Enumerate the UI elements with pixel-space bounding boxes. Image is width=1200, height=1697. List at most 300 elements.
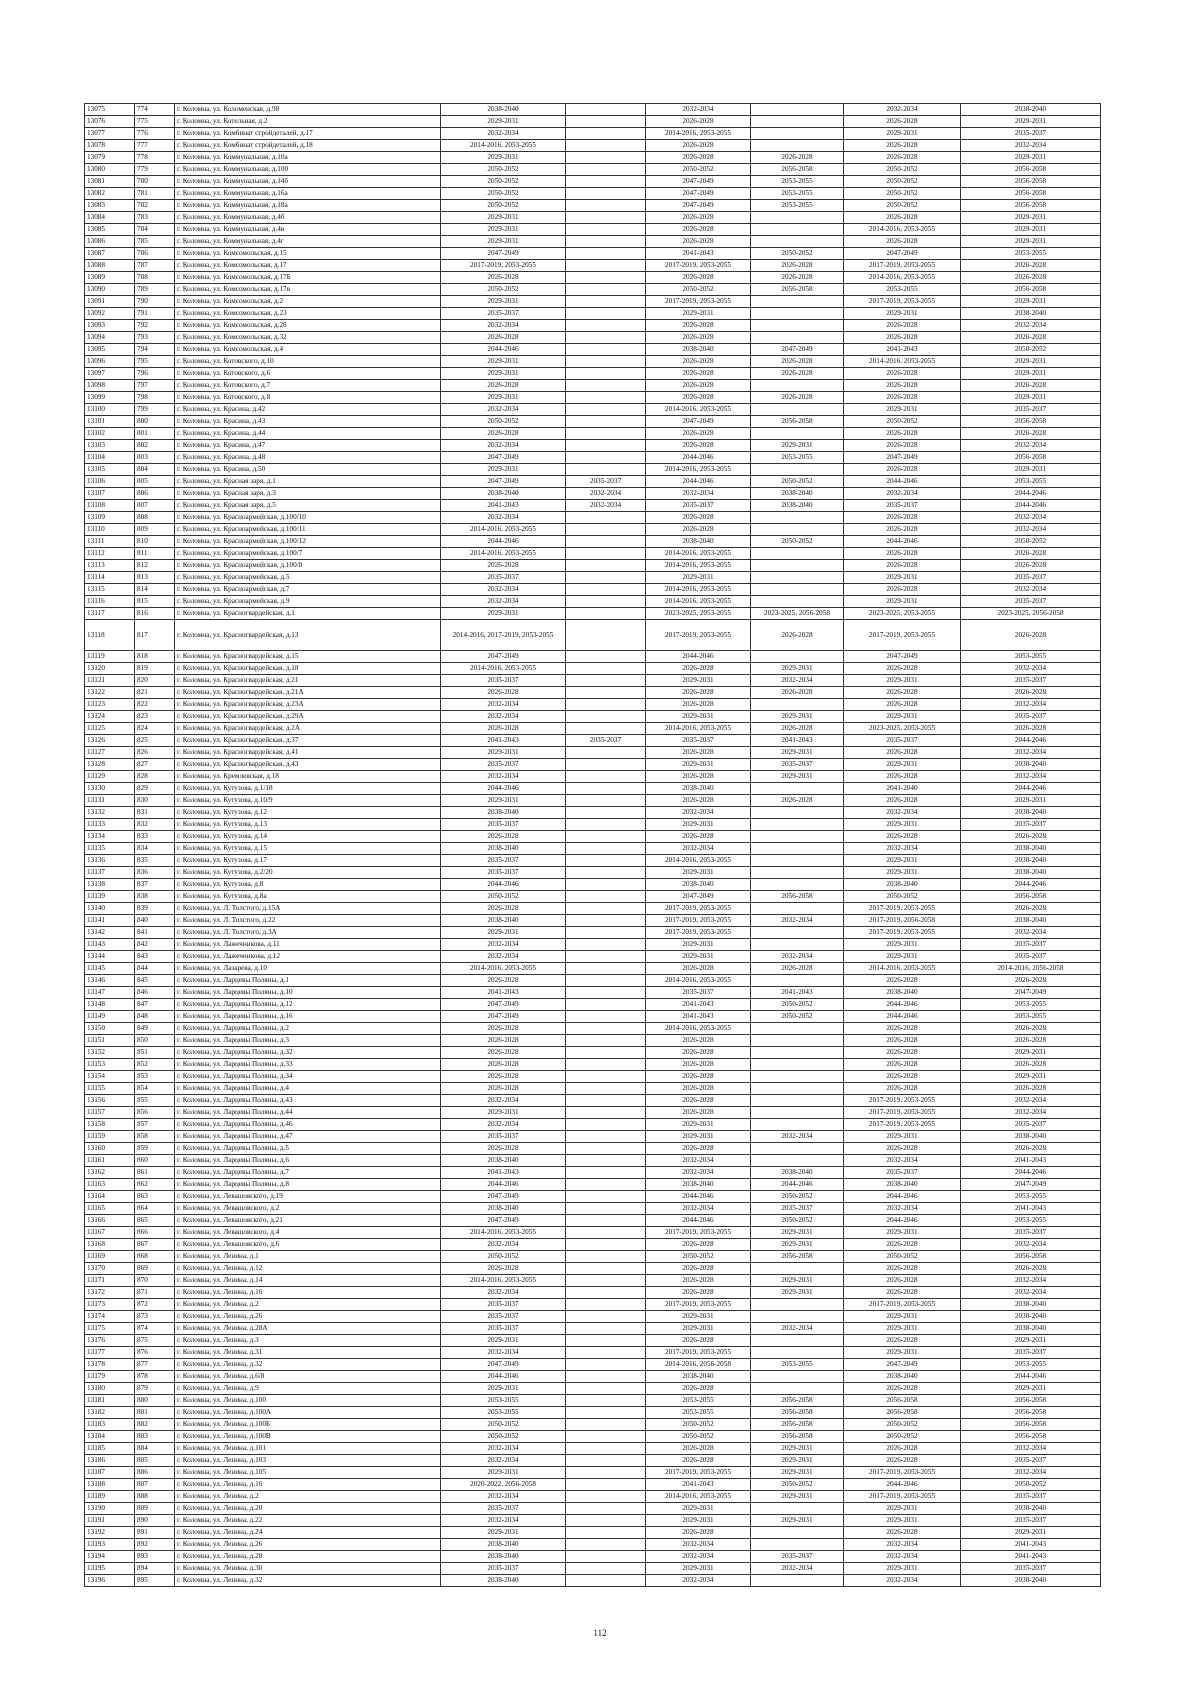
period-cell-1: 2035-2037	[441, 1299, 566, 1311]
item-number-cell: 845	[135, 975, 175, 987]
period-cell-6: 2056-2058	[961, 1431, 1101, 1443]
period-cell-1: 2035-2037	[441, 819, 566, 831]
period-cell-5: 2032-2034	[844, 843, 961, 855]
period-cell-1: 2029-2031	[441, 116, 566, 128]
period-cell-6: 2035-2037	[961, 128, 1101, 140]
period-cell-3: 2014-2016, 2053-2055	[646, 975, 751, 987]
period-cell-4: 2029-2031	[751, 1275, 844, 1287]
period-cell-1: 2026-2028	[441, 975, 566, 987]
period-cell-4	[751, 903, 844, 915]
period-cell-6: 2029-2031	[961, 152, 1101, 164]
period-cell-6: 2032-2034	[961, 1095, 1101, 1107]
item-number-cell: 816	[135, 608, 175, 620]
address-cell: г. Коломна, ул. Красногвардейская, д.13	[175, 620, 441, 651]
record-id-cell: 13187	[85, 1467, 135, 1479]
period-cell-2	[566, 1467, 646, 1479]
period-cell-4: 2038-2040	[751, 500, 844, 512]
period-cell-4	[751, 855, 844, 867]
item-number-cell: 817	[135, 620, 175, 651]
record-id-cell: 13194	[85, 1551, 135, 1563]
record-id-cell: 13179	[85, 1371, 135, 1383]
item-number-cell: 863	[135, 1191, 175, 1203]
item-number-cell: 868	[135, 1251, 175, 1263]
address-cell: г. Коломна, ул. Коммунальная, д.4в	[175, 224, 441, 236]
period-cell-5: 2026-2028	[844, 771, 961, 783]
address-cell: г. Коломна, ул. Красноармейская, д.9	[175, 596, 441, 608]
period-cell-4: 2050-2052	[751, 476, 844, 488]
record-id-cell: 13135	[85, 843, 135, 855]
period-cell-4	[751, 867, 844, 879]
item-number-cell: 831	[135, 807, 175, 819]
period-cell-2	[566, 1407, 646, 1419]
period-cell-6: 2035-2037	[961, 1347, 1101, 1359]
period-cell-1: 2029-2031	[441, 1383, 566, 1395]
period-cell-5: 2026-2028	[844, 1047, 961, 1059]
period-cell-5: 2026-2028	[844, 1527, 961, 1539]
period-cell-1: 2026-2028	[441, 687, 566, 699]
item-number-cell: 846	[135, 987, 175, 999]
period-cell-4	[751, 104, 844, 116]
period-cell-1: 2047-2049	[441, 248, 566, 260]
item-number-cell: 871	[135, 1287, 175, 1299]
period-cell-6: 2053-2055	[961, 1011, 1101, 1023]
record-id-cell: 13132	[85, 807, 135, 819]
address-cell: г. Коломна, ул. Котельная, д.2	[175, 116, 441, 128]
period-cell-6: 2044-2046	[961, 783, 1101, 795]
address-cell: г. Коломна, ул. Ларцевы Поляны, д.1	[175, 975, 441, 987]
record-id-cell: 13091	[85, 296, 135, 308]
period-cell-5: 2026-2028	[844, 440, 961, 452]
period-cell-1: 2044-2046	[441, 1179, 566, 1191]
item-number-cell: 793	[135, 332, 175, 344]
period-cell-5: 2026-2028	[844, 1383, 961, 1395]
period-cell-5: 2026-2028	[844, 1455, 961, 1467]
period-cell-6: 2047-2049	[961, 1179, 1101, 1191]
period-cell-6: 2047-2049	[961, 987, 1101, 999]
address-cell: г. Коломна, ул. Ленина, д.6/8	[175, 1371, 441, 1383]
table-row	[85, 296, 1101, 308]
record-id-cell: 13160	[85, 1143, 135, 1155]
period-cell-3: 2029-2031	[646, 1131, 751, 1143]
address-cell: г. Коломна, ул. Красногвардейская, д.37	[175, 735, 441, 747]
address-cell: г. Коломна, ул. Красногвардейская, д.23А	[175, 699, 441, 711]
address-cell: г. Коломна, ул. Красноармейская, д.100/11	[175, 524, 441, 536]
table-row	[85, 1203, 1101, 1215]
period-cell-2	[566, 1215, 646, 1227]
record-id-cell: 13133	[85, 819, 135, 831]
table-row	[85, 452, 1101, 464]
period-cell-2	[566, 927, 646, 939]
period-cell-6: 2041-2043	[961, 1551, 1101, 1563]
period-cell-2	[566, 1503, 646, 1515]
address-cell: г. Коломна, ул. Ларцевы Поляны, д.32	[175, 1047, 441, 1059]
period-cell-5: 2044-2046	[844, 1011, 961, 1023]
period-cell-2	[566, 951, 646, 963]
period-cell-5: 2017-2019, 2053-2055	[844, 1491, 961, 1503]
period-cell-5: 2032-2034	[844, 104, 961, 116]
address-cell: г. Коломна, ул. Левашовского, д.21	[175, 1215, 441, 1227]
period-cell-3: 2017-2019, 2053-2055	[646, 1227, 751, 1239]
period-cell-4	[751, 428, 844, 440]
table-row	[85, 1563, 1101, 1575]
record-id-cell: 13191	[85, 1515, 135, 1527]
period-cell-4	[751, 332, 844, 344]
period-cell-4	[751, 548, 844, 560]
item-number-cell: 825	[135, 735, 175, 747]
period-cell-2	[566, 783, 646, 795]
period-cell-1: 2026-2028	[441, 1143, 566, 1155]
period-cell-6: 2056-2058	[961, 891, 1101, 903]
table-row	[85, 1107, 1101, 1119]
period-cell-2	[566, 512, 646, 524]
record-id-cell: 13189	[85, 1491, 135, 1503]
period-cell-6: 2044-2046	[961, 488, 1101, 500]
period-cell-4	[751, 524, 844, 536]
record-id-cell: 13169	[85, 1251, 135, 1263]
record-id-cell: 13154	[85, 1071, 135, 1083]
item-number-cell: 861	[135, 1167, 175, 1179]
address-cell: г. Коломна, ул. Ленина, д.14	[175, 1275, 441, 1287]
period-cell-5: 2026-2028	[844, 1443, 961, 1455]
record-id-cell: 13077	[85, 128, 135, 140]
item-number-cell: 875	[135, 1335, 175, 1347]
address-cell: г. Коломна, ул. Красногвардейская, д.15	[175, 651, 441, 663]
item-number-cell: 866	[135, 1227, 175, 1239]
address-cell: г. Коломна, ул. Ленина, д.3	[175, 1335, 441, 1347]
period-cell-5: 2032-2034	[844, 1539, 961, 1551]
table-row	[85, 1095, 1101, 1107]
address-cell: г. Коломна, ул. Кутузова, д.17	[175, 855, 441, 867]
record-id-cell: 13116	[85, 596, 135, 608]
period-cell-2	[566, 771, 646, 783]
period-cell-4: 2053-2055	[751, 1359, 844, 1371]
period-cell-5: 2029-2031	[844, 1503, 961, 1515]
item-number-cell: 870	[135, 1275, 175, 1287]
period-cell-3: 2026-2028	[646, 1383, 751, 1395]
table-row	[85, 867, 1101, 879]
period-cell-2	[566, 1143, 646, 1155]
period-cell-5: 2026-2028	[844, 975, 961, 987]
period-cell-4: 2044-2046	[751, 1179, 844, 1191]
record-id-cell: 13131	[85, 795, 135, 807]
item-number-cell: 835	[135, 855, 175, 867]
period-cell-1: 2047-2049	[441, 1011, 566, 1023]
period-cell-1: 2026-2028	[441, 723, 566, 735]
period-cell-2	[566, 380, 646, 392]
period-cell-2	[566, 1527, 646, 1539]
item-number-cell: 803	[135, 452, 175, 464]
period-cell-1: 2035-2037	[441, 759, 566, 771]
period-cell-6: 2029-2031	[961, 356, 1101, 368]
period-cell-4: 2026-2028	[751, 152, 844, 164]
period-cell-1: 2035-2037	[441, 867, 566, 879]
address-cell: г. Коломна, ул. Ленина, д.26	[175, 1311, 441, 1323]
period-cell-2	[566, 963, 646, 975]
period-cell-1: 2050-2052	[441, 1251, 566, 1263]
period-cell-2	[566, 620, 646, 651]
address-cell: г. Коломна, ул. Ларцевы Поляны, д.6	[175, 1155, 441, 1167]
period-cell-4: 2029-2031	[751, 1443, 844, 1455]
period-cell-4: 2026-2028	[751, 272, 844, 284]
period-cell-2	[566, 200, 646, 212]
period-cell-1: 2047-2049	[441, 1359, 566, 1371]
record-id-cell: 13092	[85, 308, 135, 320]
period-cell-6: 2053-2055	[961, 248, 1101, 260]
item-number-cell: 829	[135, 783, 175, 795]
record-id-cell: 13196	[85, 1575, 135, 1587]
address-cell: г. Коломна, ул. Красногвардейская, д.18	[175, 663, 441, 675]
period-cell-2	[566, 795, 646, 807]
period-cell-3: 2038-2040	[646, 783, 751, 795]
table-row	[85, 548, 1101, 560]
address-cell: г. Коломна, ул. Ленина, д.26	[175, 1539, 441, 1551]
period-cell-1: 2014-2016, 2053-2055	[441, 663, 566, 675]
period-cell-5: 2017-2019, 2053-2055	[844, 1119, 961, 1131]
period-cell-5: 2026-2028	[844, 152, 961, 164]
period-cell-3: 2050-2052	[646, 1419, 751, 1431]
item-number-cell: 849	[135, 1023, 175, 1035]
period-cell-2	[566, 831, 646, 843]
item-number-cell: 878	[135, 1371, 175, 1383]
table-row	[85, 1131, 1101, 1143]
table-row	[85, 747, 1101, 759]
table-row	[85, 1023, 1101, 1035]
record-id-cell: 13126	[85, 735, 135, 747]
period-cell-3: 2032-2034	[646, 1551, 751, 1563]
address-cell: г. Коломна, ул. Ларцевы Поляны, д.43	[175, 1095, 441, 1107]
period-cell-4	[751, 560, 844, 572]
record-id-cell: 13080	[85, 164, 135, 176]
period-cell-1: 2026-2028	[441, 272, 566, 284]
period-cell-4	[751, 464, 844, 476]
item-number-cell: 867	[135, 1239, 175, 1251]
period-cell-4: 2035-2037	[751, 1551, 844, 1563]
period-cell-3: 2026-2028	[646, 1263, 751, 1275]
period-cell-4: 2026-2028	[751, 723, 844, 735]
document-sheet	[84, 103, 1100, 1587]
item-number-cell: 789	[135, 284, 175, 296]
table-row	[85, 1323, 1101, 1335]
item-number-cell: 775	[135, 116, 175, 128]
period-cell-5: 2026-2028	[844, 464, 961, 476]
period-cell-5: 2044-2046	[844, 1191, 961, 1203]
address-cell: г. Коломна, ул. Коммунальная, д.10а	[175, 152, 441, 164]
period-cell-4: 2056-2058	[751, 164, 844, 176]
item-number-cell: 827	[135, 759, 175, 771]
period-cell-4	[751, 572, 844, 584]
period-cell-1: 2050-2052	[441, 891, 566, 903]
period-cell-4	[751, 1047, 844, 1059]
item-number-cell: 787	[135, 260, 175, 272]
table-row	[85, 404, 1101, 416]
item-number-cell: 882	[135, 1419, 175, 1431]
record-id-cell: 13100	[85, 404, 135, 416]
period-cell-6: 2032-2034	[961, 1467, 1101, 1479]
item-number-cell: 795	[135, 356, 175, 368]
period-cell-1: 2035-2037	[441, 572, 566, 584]
record-id-cell: 13084	[85, 212, 135, 224]
period-cell-4: 2029-2031	[751, 1455, 844, 1467]
address-cell: г. Коломна, ул. Красногвардейская, д.1	[175, 608, 441, 620]
address-cell: г. Коломна, ул. Котовского, д.6	[175, 368, 441, 380]
period-cell-3: 2044-2046	[646, 651, 751, 663]
period-cell-1: 2026-2028	[441, 1047, 566, 1059]
table-row	[85, 939, 1101, 951]
item-number-cell: 828	[135, 771, 175, 783]
item-number-cell: 840	[135, 915, 175, 927]
period-cell-1: 2032-2034	[441, 1239, 566, 1251]
period-cell-2	[566, 915, 646, 927]
period-cell-2	[566, 1575, 646, 1587]
item-number-cell: 807	[135, 500, 175, 512]
item-number-cell: 824	[135, 723, 175, 735]
table-row	[85, 783, 1101, 795]
item-number-cell: 874	[135, 1323, 175, 1335]
period-cell-2	[566, 843, 646, 855]
period-cell-2	[566, 999, 646, 1011]
table-row	[85, 416, 1101, 428]
period-cell-6: 2032-2034	[961, 320, 1101, 332]
item-number-cell: 877	[135, 1359, 175, 1371]
period-cell-6: 2032-2034	[961, 663, 1101, 675]
item-number-cell: 860	[135, 1155, 175, 1167]
address-cell: г. Коломна, ул. Лазарева, д.10	[175, 963, 441, 975]
record-id-cell: 13171	[85, 1275, 135, 1287]
table-row	[85, 1155, 1101, 1167]
period-cell-3: 2026-2028	[646, 663, 751, 675]
address-cell: г. Коломна, ул. Ленина, д.9	[175, 1383, 441, 1395]
table-row	[85, 1359, 1101, 1371]
item-number-cell: 886	[135, 1467, 175, 1479]
period-cell-3: 2017-2019, 2053-2055	[646, 1467, 751, 1479]
period-cell-4	[751, 1107, 844, 1119]
record-id-cell: 13102	[85, 428, 135, 440]
period-cell-5: 2038-2040	[844, 987, 961, 999]
address-cell: г. Коломна, ул. Красногвардейская, д.21	[175, 675, 441, 687]
period-cell-2	[566, 1419, 646, 1431]
period-cell-1: 2032-2034	[441, 512, 566, 524]
item-number-cell: 894	[135, 1563, 175, 1575]
table-row	[85, 1059, 1101, 1071]
address-cell: г. Коломна, ул. Ленина, д.16	[175, 1479, 441, 1491]
record-id-cell: 13180	[85, 1383, 135, 1395]
period-cell-3: 2026-2028	[646, 224, 751, 236]
table-row	[85, 1035, 1101, 1047]
period-cell-4	[751, 1155, 844, 1167]
address-cell: г. Коломна, ул. Красноармейская, д.100/10	[175, 512, 441, 524]
table-row	[85, 392, 1101, 404]
period-cell-3: 2014-2016, 2053-2055	[646, 855, 751, 867]
period-cell-1: 2035-2037	[441, 855, 566, 867]
period-cell-4: 2029-2031	[751, 711, 844, 723]
period-cell-2	[566, 212, 646, 224]
period-cell-6: 2056-2058	[961, 200, 1101, 212]
table-row	[85, 843, 1101, 855]
period-cell-4: 2026-2028	[751, 795, 844, 807]
period-cell-6: 2053-2055	[961, 1191, 1101, 1203]
period-cell-1: 2047-2049	[441, 1191, 566, 1203]
period-cell-2	[566, 1251, 646, 1263]
record-id-cell: 13183	[85, 1419, 135, 1431]
period-cell-1: 2038-2040	[441, 915, 566, 927]
period-cell-5: 2026-2028	[844, 116, 961, 128]
address-cell: г. Коломна, ул. Ленина, д.32	[175, 1575, 441, 1587]
item-number-cell: 830	[135, 795, 175, 807]
period-cell-4: 2032-2034	[751, 915, 844, 927]
period-cell-3: 2044-2046	[646, 476, 751, 488]
period-cell-5: 2026-2028	[844, 1263, 961, 1275]
item-number-cell: 881	[135, 1407, 175, 1419]
record-id-cell: 13138	[85, 879, 135, 891]
period-cell-5: 2026-2028	[844, 1287, 961, 1299]
period-cell-2	[566, 428, 646, 440]
period-cell-2	[566, 699, 646, 711]
period-cell-6: 2035-2037	[961, 939, 1101, 951]
period-cell-5: 2014-2016, 2053-2055	[844, 356, 961, 368]
period-cell-4	[751, 831, 844, 843]
table-row	[85, 1575, 1101, 1587]
period-cell-3: 2029-2031	[646, 1503, 751, 1515]
period-cell-3: 2050-2052	[646, 164, 751, 176]
item-number-cell: 805	[135, 476, 175, 488]
address-cell: г. Коломна, ул. Лажечникова, д.12	[175, 951, 441, 963]
period-cell-5: 2032-2034	[844, 807, 961, 819]
record-id-cell: 13122	[85, 687, 135, 699]
item-number-cell: 895	[135, 1575, 175, 1587]
item-number-cell: 790	[135, 296, 175, 308]
table-row	[85, 1215, 1101, 1227]
page-number: 112	[593, 1628, 607, 1638]
period-cell-6: 2026-2028	[961, 1263, 1101, 1275]
period-cell-1: 2014-2016, 2053-2055	[441, 1227, 566, 1239]
period-cell-3: 2032-2034	[646, 843, 751, 855]
period-cell-2	[566, 987, 646, 999]
period-cell-2	[566, 188, 646, 200]
period-cell-1: 2014-2016, 2017-2019, 2053-2055	[441, 620, 566, 651]
record-id-cell: 13117	[85, 608, 135, 620]
table-row	[85, 1539, 1101, 1551]
table-row	[85, 500, 1101, 512]
address-cell: г. Коломна, ул. Коммунальная, д.16а	[175, 188, 441, 200]
period-cell-6: 2032-2034	[961, 771, 1101, 783]
item-number-cell: 857	[135, 1119, 175, 1131]
period-cell-3: 2038-2040	[646, 1371, 751, 1383]
period-cell-6: 2029-2031	[961, 212, 1101, 224]
period-cell-4	[751, 975, 844, 987]
period-cell-2: 2032-2034	[566, 488, 646, 500]
period-cell-3: 2017-2019, 2053-2055	[646, 296, 751, 308]
table-row	[85, 1467, 1101, 1479]
period-cell-2	[566, 1455, 646, 1467]
table-row	[85, 819, 1101, 831]
address-cell: г. Коломна, ул. Л. Толстого, д.22	[175, 915, 441, 927]
period-cell-3: 2017-2019, 2053-2055	[646, 915, 751, 927]
item-number-cell: 815	[135, 596, 175, 608]
item-number-cell: 872	[135, 1299, 175, 1311]
table-row	[85, 1503, 1101, 1515]
address-cell: г. Коломна, ул. Красина, д.43	[175, 416, 441, 428]
record-id-cell: 13137	[85, 867, 135, 879]
period-cell-6: 2026-2028	[961, 428, 1101, 440]
period-cell-1: 2026-2028	[441, 1035, 566, 1047]
period-cell-5: 2026-2028	[844, 1059, 961, 1071]
period-cell-1: 2053-2055	[441, 1395, 566, 1407]
period-cell-1: 2032-2034	[441, 1287, 566, 1299]
period-cell-1: 2032-2034	[441, 584, 566, 596]
period-cell-4	[751, 404, 844, 416]
period-cell-5: 2044-2046	[844, 999, 961, 1011]
period-cell-4: 2053-2055	[751, 188, 844, 200]
